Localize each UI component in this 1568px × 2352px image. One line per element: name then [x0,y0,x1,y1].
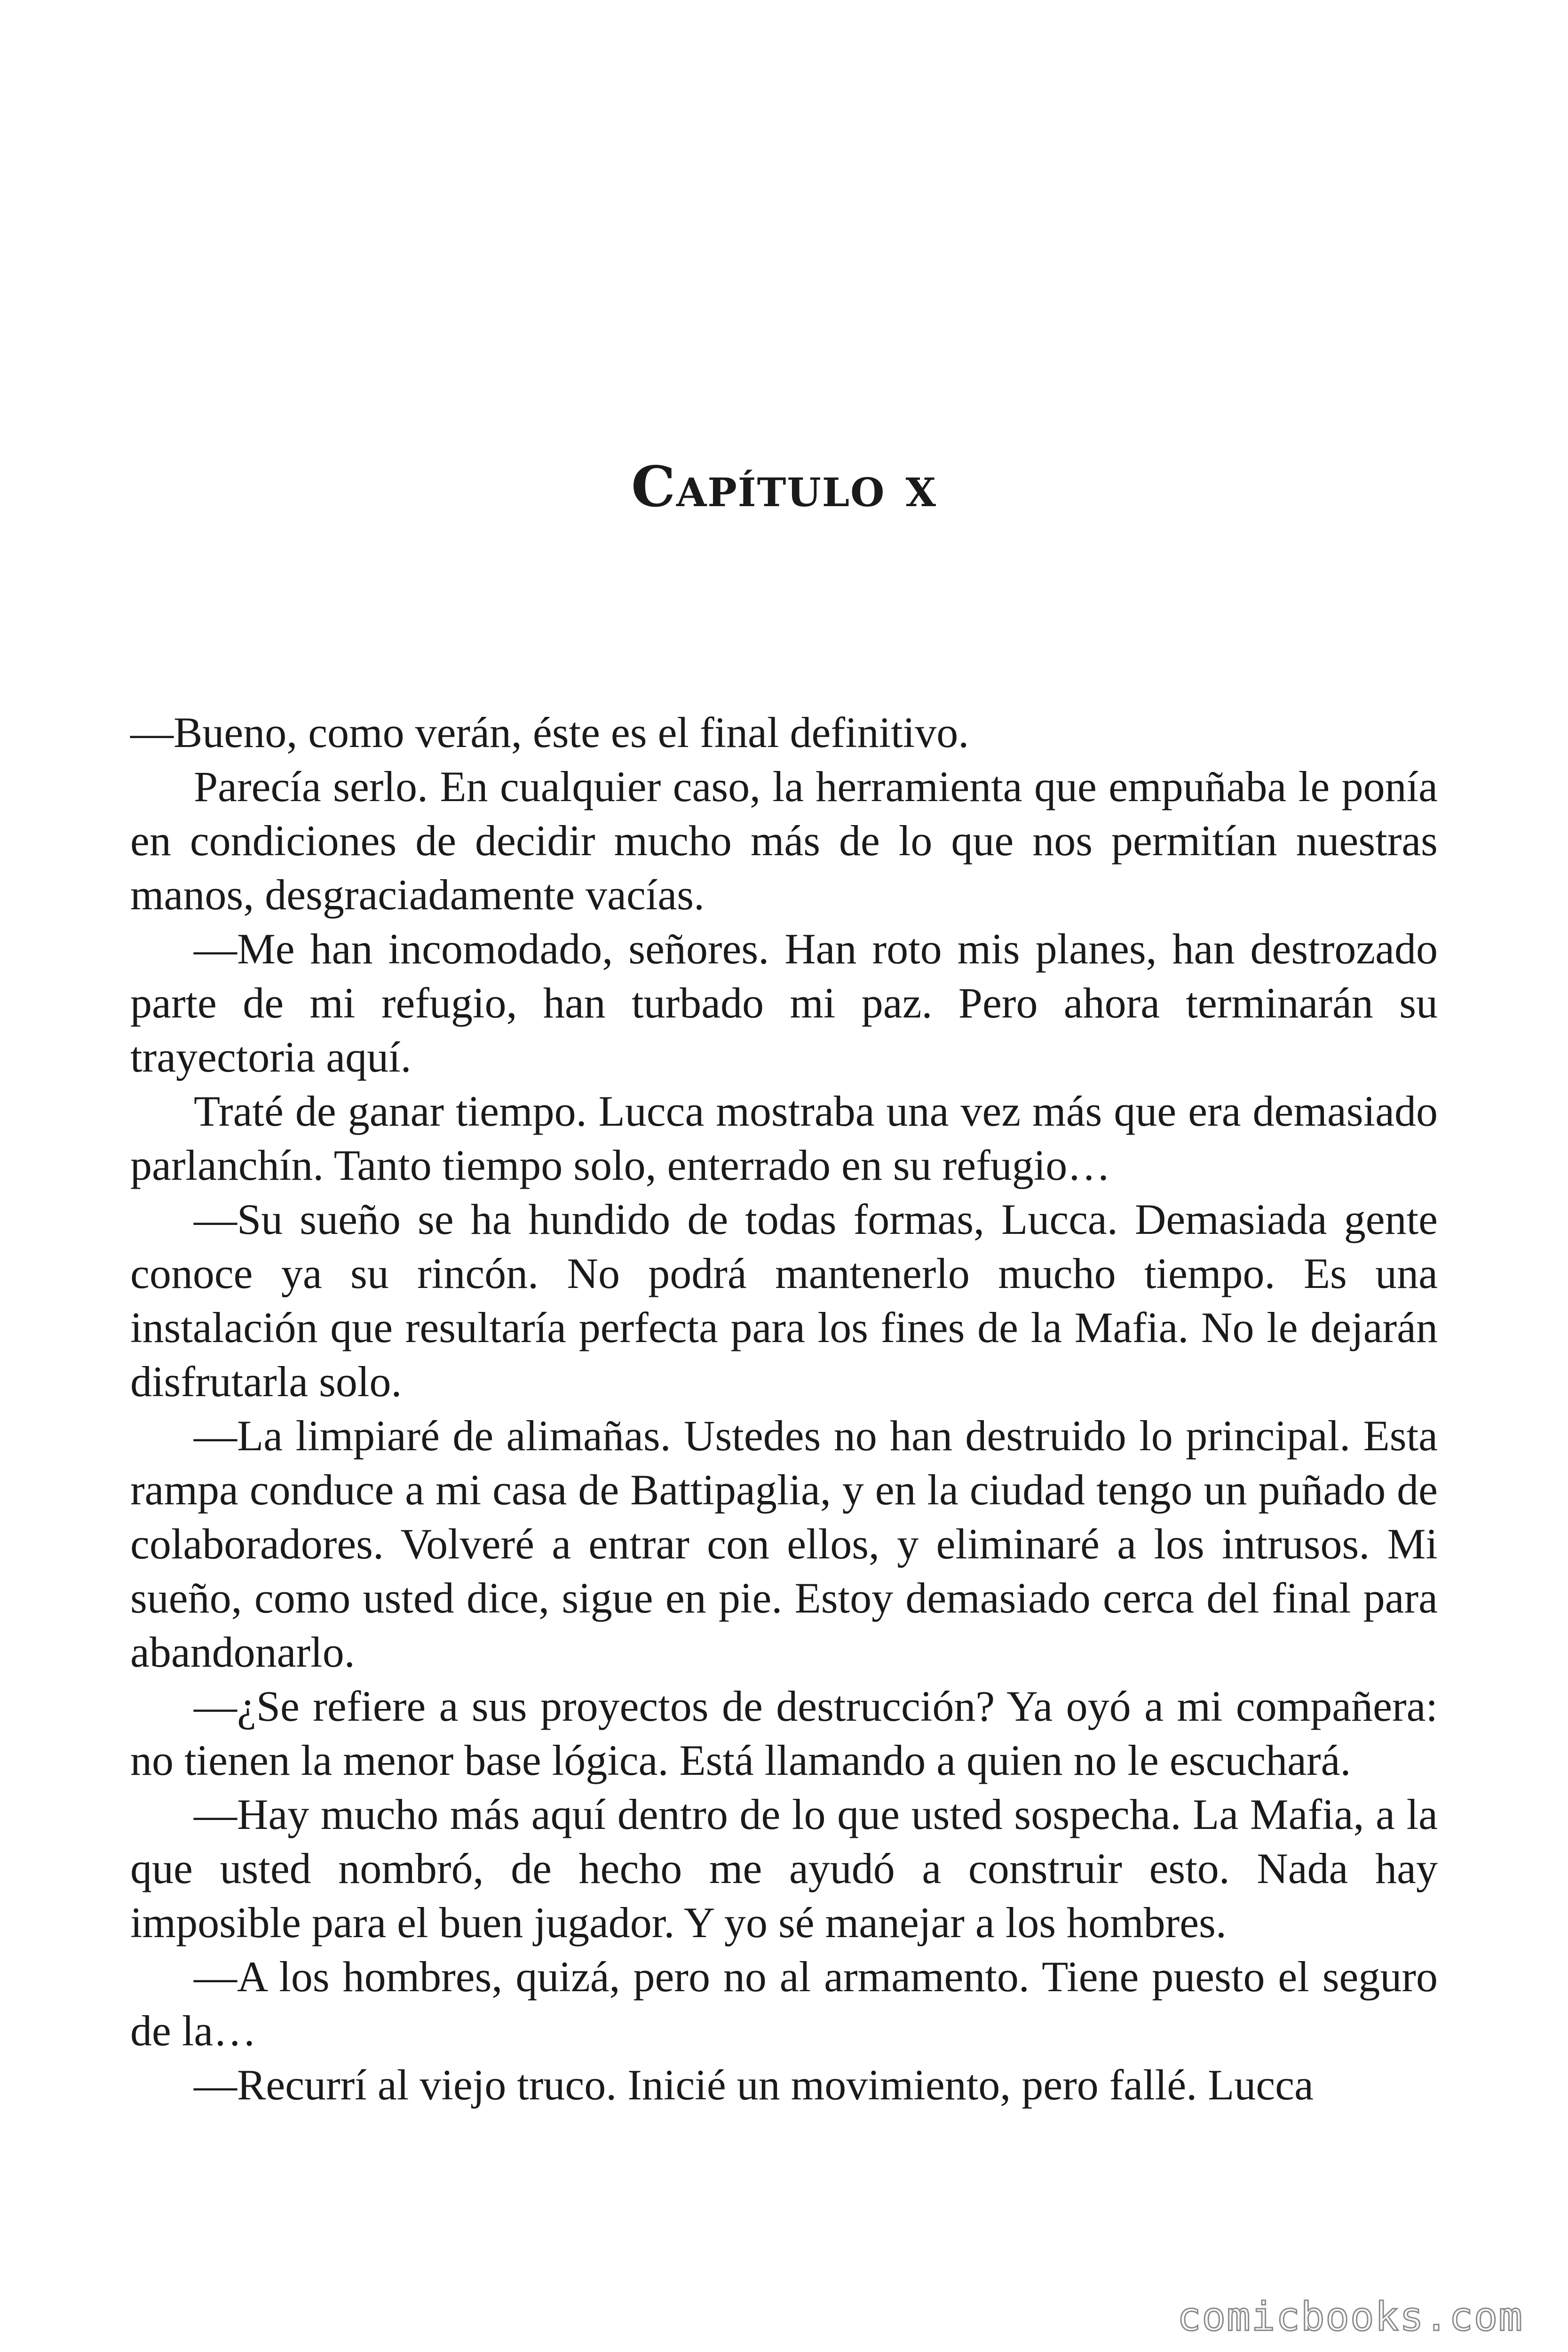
chapter-title: Capítulo x [631,454,937,519]
paragraph: Parecía serlo. En cualquier caso, la herramienta que empuñaba le ponía en condiciones de decidir mucho más de lo que nos permitían nuestras manos, desgraciadamente vacías. [130,763,1438,919]
paragraph: —La limpiaré de alimañas. Ustedes no han destruido lo principal. Esta rampa conduce a mi casa de Battipaglia, y en la ciudad tengo un puñado de colaboradores. Volveré a entrar con ellos, y eliminaré a los intrusos. Mi sueño, como usted dice, sigue en pie. Estoy demasiado cerca del final para abandonarlo. [130,1412,1438,1676]
paragraph: —Bueno, como verán, éste es el final definitivo. [130,708,969,756]
paragraph: —Me han incomodado, señores. Han roto mis planes, han destrozado parte de mi refugio, han turbado mi paz. Pero ahora terminarán su trayectoria aquí. [130,925,1438,1081]
paragraph: —Hay mucho más aquí dentro de lo que usted sospecha. La Mafia, a la que usted nombró, de hecho me ayudó a construir esto. Nada hay imposible para el buen jugador. Y yo sé manejar a los hombres. [130,1790,1438,1947]
paragraph: Traté de ganar tiempo. Lucca mostraba una vez más que era demasiado parlanchín. Tanto tiempo solo, enterrado en su refugio… [130,1087,1438,1189]
paragraph: —Recurrí al viejo truco. Inicié un movimiento, pero fallé. Lucca [194,2061,1314,2109]
paragraph: —Su sueño se ha hundido de todas formas, Lucca. Demasiada gente conoce ya su rincón. No podrá mantenerlo mucho tiempo. Es una instalación que resultaría perfecta para los fines de la Mafia. No le dejarán disfrutarla solo. [130,1195,1438,1406]
site-watermark: comicbooks.com [1177,2294,1523,2340]
paragraph: —A los hombres, quizá, pero no al armamento. Tiene puesto el seguro de la… [130,1953,1438,2055]
paragraph: —¿Se refiere a sus proyectos de destrucción? Ya oyó a mi compañera: no tienen la menor base lógica. Está llamando a quien no le escuchará. [130,1682,1438,1784]
chapter-body [130,706,1438,2112]
